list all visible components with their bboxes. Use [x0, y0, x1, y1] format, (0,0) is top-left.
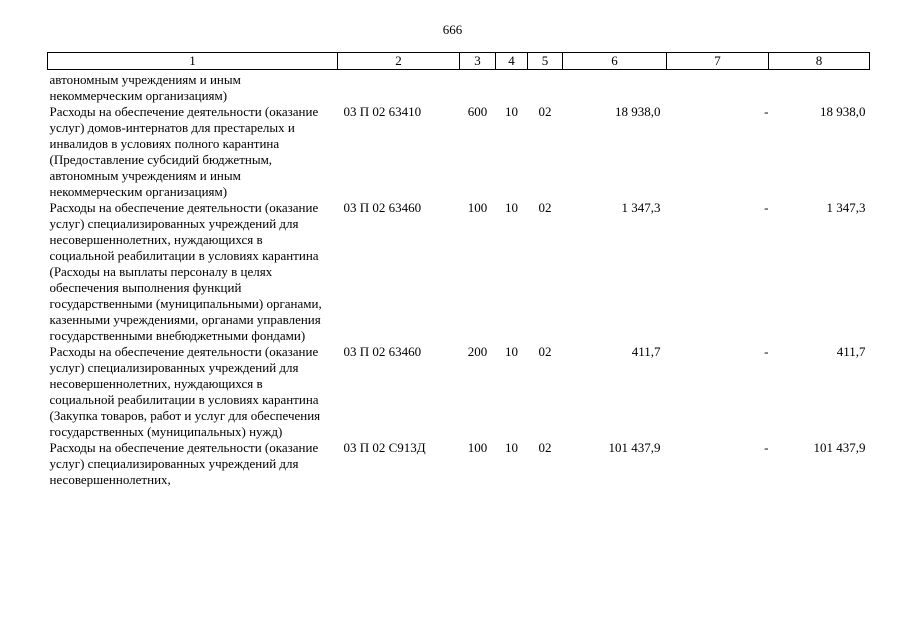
row-change: -: [764, 344, 769, 359]
row-vr: 100: [467, 440, 488, 455]
row-pr: 02: [538, 200, 552, 215]
column-header-5: 5: [528, 53, 563, 70]
row-description: Расходы на обеспечение деятельности (оказание услуг) домов-интернатов для престарелых и инвалидов в условиях полного карантина (Предоставление субсидий бюджетным, автономным учреждениям и иным некоммерческим организациям): [49, 104, 319, 199]
column-header-7: 7: [667, 53, 769, 70]
column-header-3: 3: [460, 53, 496, 70]
row-vr: 200: [467, 344, 488, 359]
row-amount: 101 437,9: [608, 440, 661, 455]
row-vr: 100: [467, 200, 488, 215]
column-header-4: 4: [496, 53, 528, 70]
continuation-row: [48, 70, 870, 105]
table-row: [48, 440, 870, 488]
table-row: [48, 200, 870, 344]
row-description: Расходы на обеспечение деятельности (оказание услуг) специализированных учреждений для несовершеннолетних,: [49, 440, 319, 487]
row-description: Расходы на обеспечение деятельности (оказание услуг) специализированных учреждений для несовершеннолетних, нуждающихся в социальной реабилитации в условиях карантина (Закупка товаров, работ и услуг для обеспечения государственных (муниципальных) нужд): [49, 344, 321, 439]
column-header-1: 1: [48, 53, 338, 70]
row-change: -: [764, 104, 769, 119]
row-total: 411,7: [836, 344, 866, 359]
row-code: 03 П 02 63460: [343, 344, 422, 359]
column-header-2: 2: [338, 53, 460, 70]
row-rz: 10: [505, 440, 518, 455]
row-pr: 02: [538, 104, 552, 119]
row-vr: 600: [467, 104, 488, 119]
row-rz: 10: [505, 344, 518, 359]
row-amount: 18 938,0: [615, 104, 661, 119]
column-header-6: 6: [563, 53, 667, 70]
row-change: -: [764, 200, 769, 215]
row-total: 1 347,3: [826, 200, 866, 215]
row-description: Расходы на обеспечение деятельности (оказание услуг) специализированных учреждений для несовершеннолетних, нуждающихся в социальной реабилитации в условиях карантина (Расходы на выплаты персоналу в целях обеспечения выполнения функций государственными (муниципальными) органами, казенными учреждениями, органами управления государственными внебюджетными фондами): [49, 200, 322, 343]
row-rz: 10: [505, 200, 518, 215]
table-row: [48, 104, 870, 200]
row-total: 101 437,9: [813, 440, 866, 455]
row-pr: 02: [538, 440, 552, 455]
row-total: 18 938,0: [820, 104, 866, 119]
row-amount: 1 347,3: [621, 200, 661, 215]
row-pr: 02: [538, 344, 552, 359]
table-row: [48, 344, 870, 440]
page-number: 666: [442, 22, 463, 37]
row-rz: 10: [505, 104, 518, 119]
row-code: 03 П 02 63410: [343, 104, 422, 119]
row-amount: 411,7: [631, 344, 661, 359]
row-change: -: [764, 440, 769, 455]
table-header: [48, 53, 870, 70]
column-header-8: 8: [769, 53, 870, 70]
continuation-text: автономным учреждениям и иным некоммерческим организациям): [49, 72, 241, 103]
row-code: 03 П 02 С913Д: [343, 440, 426, 455]
row-code: 03 П 02 63460: [343, 200, 422, 215]
budget-table: [47, 52, 870, 488]
